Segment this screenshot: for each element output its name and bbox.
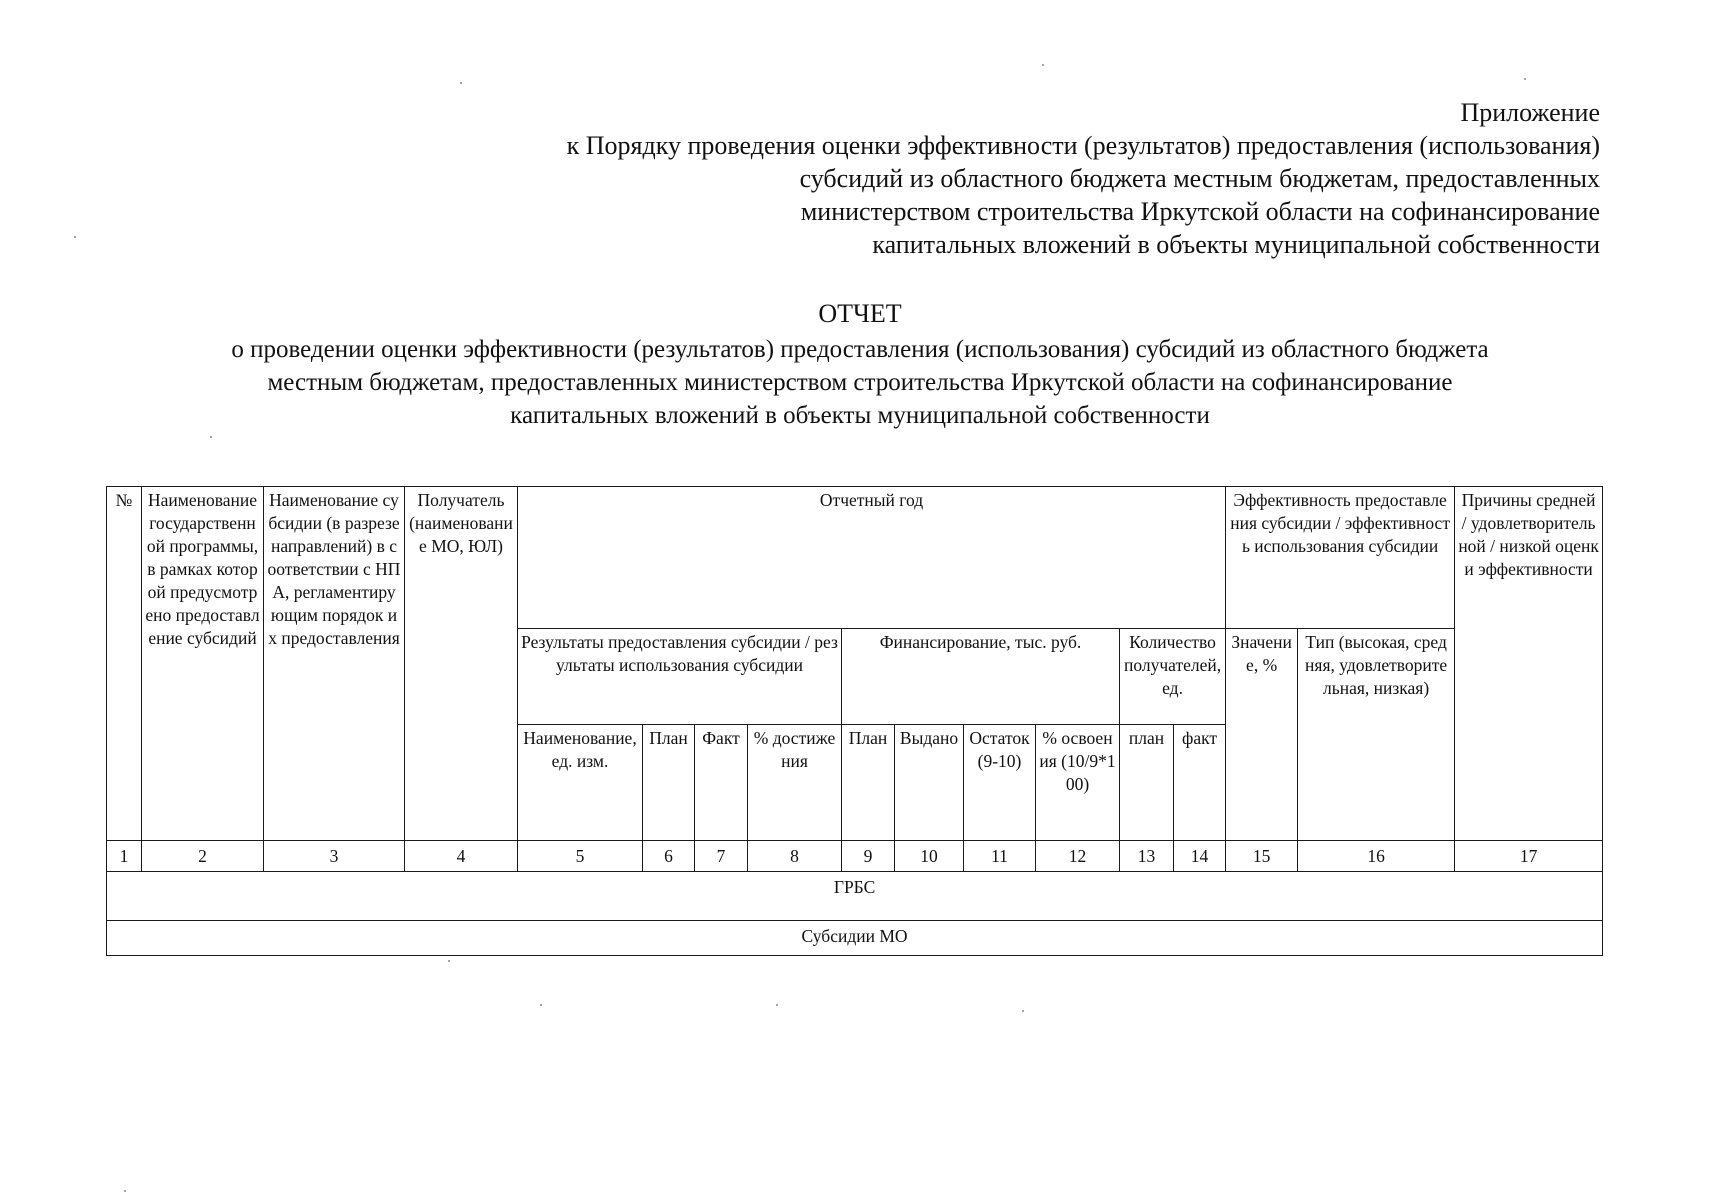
appendix-line: к Порядку проведения оценки эффективности (результатов) предоставления (использования): [566, 131, 1600, 160]
column-number: 1: [107, 841, 142, 872]
header-plan: План: [643, 725, 695, 841]
scan-speck: [776, 1004, 778, 1006]
header-type: Тип (высокая, средняя, удовлетворительная, низкая): [1298, 629, 1455, 841]
report-subtitle-line: о проведении оценки эффективности (результатов) предоставления (использования) субсидий из областного бюджета: [231, 336, 1489, 363]
header-subsidy: Наименование субсидии (в разрезе направлений) в соответствии с НПА, регламентирующим порядок их предоставления: [264, 487, 405, 841]
column-number: 7: [695, 841, 748, 872]
report-subtitle-line: капитальных вложений в объекты муниципальной собственности: [510, 402, 1210, 429]
header-issued: Выдано: [895, 725, 964, 841]
header-reporting-year: Отчетный год: [518, 487, 1226, 629]
column-number: 4: [405, 841, 518, 872]
column-number: 5: [518, 841, 643, 872]
column-number: 15: [1226, 841, 1298, 872]
header-fact: Факт: [695, 725, 748, 841]
column-number: 2: [142, 841, 264, 872]
column-number: 13: [1120, 841, 1174, 872]
report-subtitle-line: местным бюджетам, предоставленных министерством строительства Иркутской области на софинансирование: [267, 369, 1453, 396]
report-subtitle: [110, 333, 1610, 432]
column-number: 9: [842, 841, 895, 872]
scan-speck: [460, 82, 462, 84]
section-grbs: ГРБС: [107, 872, 1603, 921]
header-remainder: Остаток (9-10): [964, 725, 1036, 841]
appendix-heading: Приложение: [1460, 98, 1600, 127]
column-number: 17: [1455, 841, 1603, 872]
scan-speck: [540, 1004, 542, 1006]
appendix-line: субсидий из областного бюджета местным бюджетам, предоставленных: [799, 164, 1600, 193]
header-no: №: [107, 487, 142, 841]
header-fin-plan: План: [842, 725, 895, 841]
header-recipients-count: Количество получателей, ед.: [1120, 629, 1226, 725]
scan-speck: [1042, 64, 1044, 66]
header-name-unit: Наименование, ед. изм.: [518, 725, 643, 841]
appendix-block: [400, 96, 1600, 261]
header-count-plan: план: [1120, 725, 1174, 841]
header-program: Наименование государственной программы, в рамках которой предусмотрено предоставление субсидий: [142, 487, 264, 841]
scan-speck: [1524, 78, 1526, 80]
header-results: Результаты предоставления субсидии / результаты использования субсидии: [518, 629, 842, 725]
report-table: [106, 486, 1603, 956]
column-number: 3: [264, 841, 405, 872]
column-number: 11: [964, 841, 1036, 872]
header-reasons: Причины средней / удовлетворительной / низкой оценки эффективности: [1455, 487, 1603, 841]
column-number: 6: [643, 841, 695, 872]
column-number: 10: [895, 841, 964, 872]
scan-speck: [1022, 1010, 1024, 1012]
column-number: 8: [748, 841, 842, 872]
scan-speck: [124, 1190, 126, 1192]
header-achievement: % достижения: [748, 725, 842, 841]
scan-speck: [74, 236, 76, 238]
column-number: 14: [1174, 841, 1226, 872]
report-title: ОТЧЕТ: [818, 299, 902, 328]
appendix-line: министерством строительства Иркутской области на софинансирование: [800, 197, 1600, 226]
column-number: 12: [1036, 841, 1120, 872]
header-development: % освоения (10/9*100): [1036, 725, 1120, 841]
header-efficiency: Эффективность предоставления субсидии / эффективность использования субсидии: [1226, 487, 1455, 629]
header-count-fact: факт: [1174, 725, 1226, 841]
header-value: Значение, %: [1226, 629, 1298, 841]
section-subsidies-mo: Субсидии МО: [107, 921, 1603, 956]
column-number: 16: [1298, 841, 1455, 872]
scan-speck: [210, 436, 212, 438]
appendix-line: капитальных вложений в объекты муниципальной собственности: [872, 230, 1600, 259]
scan-speck: [448, 960, 450, 962]
header-recipient: Получатель (наименование МО, ЮЛ): [405, 487, 518, 841]
header-financing: Финансирование, тыс. руб.: [842, 629, 1120, 725]
